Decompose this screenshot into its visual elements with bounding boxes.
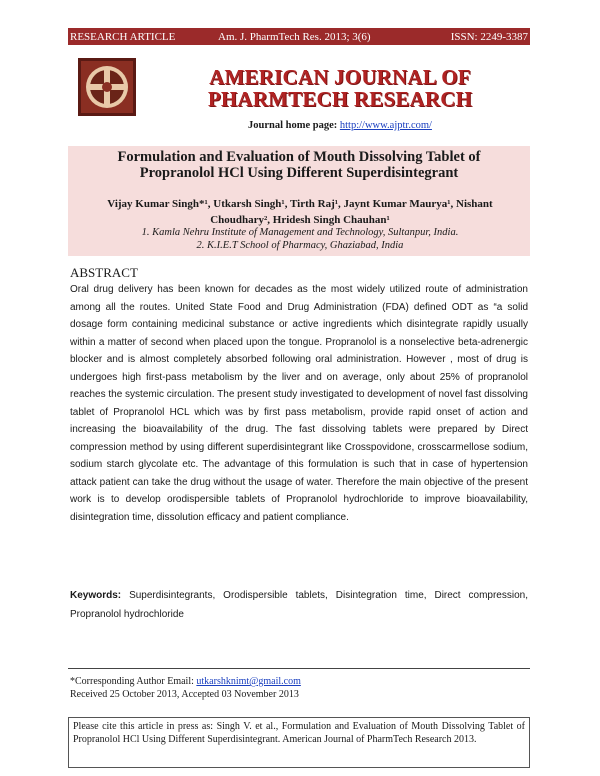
corr-email-link[interactable]: utkarshknimt@gmail.com [196, 676, 301, 687]
correspondence [70, 675, 301, 701]
paper-title-line1: Formulation and Evaluation of Mouth Dissolving Tablet of [117, 149, 481, 165]
affiliation-1: 1. Kamla Nehru Institute of Management and Technology, Sultanpur, India. [141, 227, 459, 238]
journal-homepage [248, 120, 432, 131]
corr-label: *Corresponding Author Email: [70, 676, 194, 687]
paper-title [68, 149, 530, 181]
keywords-list: Superdisintegrants, Orodispersible tablets, Disintegration time, Direct compression, Propranolol hydrochloride [70, 590, 528, 620]
citation-box: Please cite this article in press as: Singh V. et al., Formulation and Evaluation of Mouth Dissolving Tablet of Propranolol HCl Using Different Superdisintegrant. American Journal of PharmTech Research 2013. [68, 717, 530, 768]
affiliation-2: 2. K.I.E.T School of Pharmacy, Ghaziabad, India [196, 240, 404, 251]
journal-name-line1: AMERICAN JOURNAL OF [209, 65, 471, 89]
keywords-label: Keywords: [70, 590, 122, 601]
issn: ISSN: 2249-3387 [450, 30, 528, 43]
affiliations [80, 226, 520, 252]
authors [80, 196, 520, 228]
journal-citation: Am. J. PharmTech Res. 2013; 3(6) [218, 30, 371, 43]
header-bar [68, 28, 530, 45]
paper-title-line2: Propranolol HCl Using Different Superdisintegrant [139, 165, 459, 181]
homepage-link[interactable]: http://www.ajptr.com/ [339, 120, 432, 131]
abstract-heading: ABSTRACT [70, 265, 138, 280]
journal-name [205, 66, 475, 110]
authors-line1: Vijay Kumar Singh*¹, Utkarsh Singh¹, Tirth Raj¹, Jaynt Kumar Maurya¹, Nishant [107, 198, 493, 210]
received-dates: Received 25 October 2013, Accepted 03 November 2013 [70, 689, 299, 700]
footer-divider [68, 668, 530, 669]
journal-name-line2: PHARMTECH RESEARCH [207, 87, 473, 111]
authors-line2: Choudhary², Hridesh Singh Chauhan¹ [210, 214, 390, 226]
abstract-text: Oral drug delivery has been known for decades as the most widely utilized route of administration among all the routes. United State Food and Drug Administration (FDA) defined ODT as “a solid dosage form containing medicinal substance or active ingredients which disintegrate rapidly usually within a matter of second when placed upon the tongue. Propranolol is a nonselective beta-adrenergic blocker and is almost completely absorbed following oral administration. However , most of drug is undergoes high first-pass metabolism by the liver and on average, only about 25% of propranolol reaches the systemic circulation. The present study investigated to development of novel fast dissolving tablet of Propranolol HCL which was by first pass metabolism, provide rapid onset of action and increasing the bioavailability of the drug. The fast dissolving tablets were prepared by Direct compression method by using different superdisintegrant like Crosspovidone, crosscarmellose sodium, sodium starch glycolate etc. The advantage of this formulation is such that in case of hypertension attack patient can take the drug without the usage of water. Therefore the main objective of the present work is to develop orodispersible tablets of Propranolol hydrochloride to improve bioavailability, disintegration time, dissolution efficacy and patient compliance. [70, 284, 528, 523]
article-type: RESEARCH ARTICLE [70, 30, 176, 43]
journal-logo-icon [78, 58, 136, 116]
keywords [70, 586, 528, 624]
homepage-label: Journal home page: [248, 120, 338, 131]
